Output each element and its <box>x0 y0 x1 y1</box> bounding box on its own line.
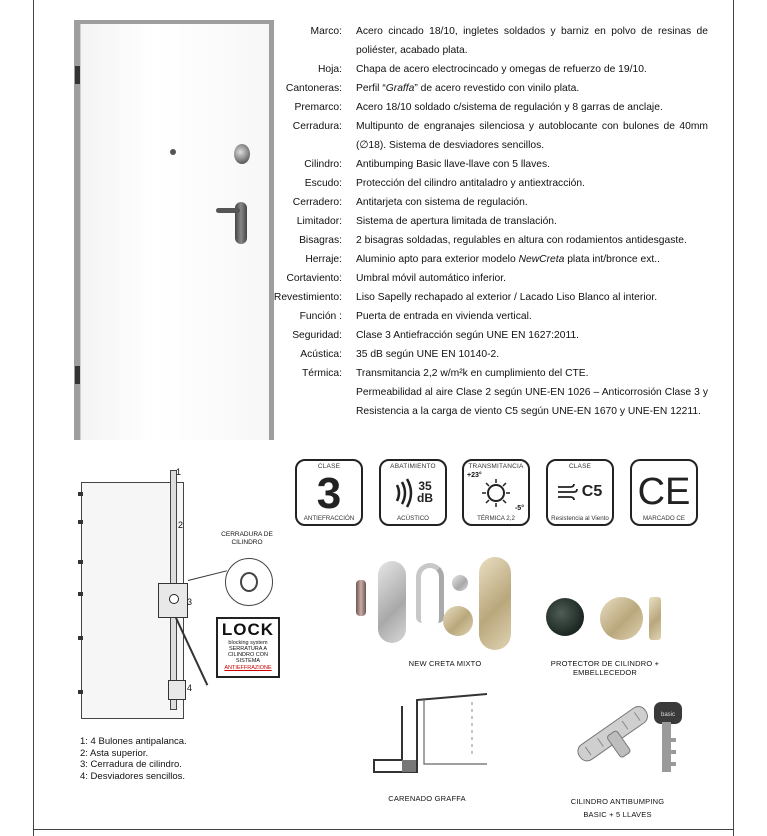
specifications-list <box>258 22 708 421</box>
spec-label: Cortaviento: <box>286 273 342 284</box>
diagram-bolt <box>78 520 83 524</box>
spec-row <box>258 307 708 326</box>
badge-value: 35 dB <box>417 479 433 505</box>
spec-row <box>258 22 708 60</box>
caption-protector <box>545 659 665 677</box>
spec-value: Antitarjeta con sistema de regulación. <box>356 197 528 208</box>
badge-wind <box>546 459 614 526</box>
hardware-gold-rosette <box>443 606 473 636</box>
legend-item: 4: Desviadores sencillos. <box>80 770 186 782</box>
spec-value <box>356 250 708 269</box>
spec-row <box>258 231 708 250</box>
badge-ce-mark <box>630 459 698 526</box>
spec-value: Permeabilidad al aire Clase 2 según UNE-EN 1026 – Anticorrosión Clase 3 y Resistencia a la carga de viento C5 según UNE-EN 1670 y UNE-EN 12211. <box>356 387 708 417</box>
spec-label: Función : <box>299 311 342 322</box>
spec-label: Cerradura: <box>292 121 342 132</box>
spec-label: Hoja: <box>317 64 342 75</box>
temperature-low: -5° <box>514 505 524 512</box>
spec-row <box>258 345 708 364</box>
spec-label: Marco: <box>310 26 342 37</box>
spec-label: Limitador: <box>296 216 342 227</box>
spec-value: Multipunto de engranajes silenciosa y autoblocante con bulones de 40mm (∅18). Sistema de desviadores sencillos. <box>356 121 708 151</box>
ce-mark-icon: CE <box>637 471 691 513</box>
caption-graffa: CARENADO GRAFFA <box>388 794 466 803</box>
spec-value: Acero 18/10 soldado c/sistema de regulación y 8 garras de anclaje. <box>356 102 663 113</box>
sun-snow-icon <box>480 475 516 511</box>
spec-row <box>258 193 708 212</box>
badge-security-class <box>295 459 363 526</box>
spec-label: Escudo: <box>304 178 342 189</box>
spec-label: Térmica: <box>301 368 342 379</box>
spec-label: Cilindro: <box>304 159 342 170</box>
door-cylinder-icon <box>234 144 250 164</box>
caption-new-creta: NEW CRETA MIXTO <box>408 659 482 668</box>
spec-row <box>258 288 708 307</box>
spec-value-italic: NewCreta <box>518 254 565 265</box>
spec-value: Acero cincado 18/10, ingletes soldados y barniz en polvo de resinas de poliéster, acabado plata. <box>356 26 708 56</box>
protector-escutcheon-front <box>600 597 643 640</box>
door-photo <box>74 20 274 440</box>
diagram-number: 4 <box>187 683 193 693</box>
spec-value: Protección del cilindro antitaladro y antiextracción. <box>356 178 585 189</box>
caption-cylinder-line2: BASIC + 5 LLAVES <box>583 810 652 819</box>
spec-value: Clase 3 Antiefracción según UNE EN 1627:2011. <box>356 330 580 341</box>
spec-row <box>258 155 708 174</box>
diagram-cylinder-icon <box>169 594 179 604</box>
spec-row <box>258 250 708 269</box>
spec-row <box>258 79 708 98</box>
door-handle-icon <box>216 208 240 213</box>
spec-row <box>258 60 708 79</box>
spec-value-text: Perfil “ <box>356 83 386 94</box>
graffa-profile-drawing <box>372 692 492 782</box>
key-brand-label: basic <box>660 712 676 718</box>
lock-logo-red-text: ANTIEFFRAZIONE <box>224 665 272 671</box>
cylinder-key-drawing <box>560 692 695 782</box>
hardware-gold-plate <box>479 557 511 650</box>
badge-bottom-label: MARCADO CE <box>643 515 685 522</box>
diagram-bolt <box>78 560 83 564</box>
spec-label: Revestimiento: <box>273 292 342 303</box>
cylinder-detail-icon <box>225 558 273 606</box>
diagram-number: 1 <box>176 467 182 477</box>
spec-row <box>258 364 708 383</box>
lock-blocking-logo <box>216 617 280 678</box>
spec-row <box>258 98 708 117</box>
lock-logo-subtitle: blocking system <box>228 640 268 646</box>
badge-value: C5 <box>581 483 603 500</box>
legend-item: 1: 4 Bulones antipalanca. <box>80 736 187 747</box>
badge-bottom-label: ACÚSTICO <box>397 515 429 522</box>
caption-protector-line1: PROTECTOR DE CILINDRO + <box>550 659 660 668</box>
spec-label <box>258 383 342 421</box>
spec-row <box>258 174 708 193</box>
caption-cylinder <box>555 795 680 821</box>
diagram-legend <box>80 736 187 782</box>
spec-label: Acústica: <box>300 349 342 360</box>
cylinder-lock-title: CERRADURA DE CILINDRO <box>221 531 273 546</box>
diagram-bolt <box>78 592 83 596</box>
badge-value: 3 <box>316 469 342 518</box>
diagram-bolt <box>78 636 83 640</box>
lock-logo-description: SERRATURA A CILINDRO CON SISTEMA <box>227 646 269 664</box>
legend-item: 2: Asta superior. <box>80 747 149 759</box>
diagram-bolt <box>78 690 83 694</box>
badge-top-label: TRANSMITANCIA <box>468 463 524 470</box>
legend-item: 3: Cerradura de cilindro. <box>80 759 182 770</box>
spec-value <box>356 79 708 98</box>
spec-label: Seguridad: <box>292 330 342 341</box>
spec-value: Liso Sapelly rechapado al exterior / Lacado Liso Blanco al interior. <box>356 292 658 303</box>
protector-escutcheon-side <box>649 597 661 640</box>
badge-top-label: ABATIMIENTO <box>390 463 436 470</box>
badge-bottom-label: Resistencia al Viento <box>551 515 609 522</box>
badge-top-label: CLASE <box>568 463 592 470</box>
page-border-right <box>733 0 734 836</box>
spec-row <box>258 117 708 155</box>
spec-value: Puerta de entrada en vivienda vertical. <box>356 311 532 322</box>
spec-row <box>258 269 708 288</box>
spec-row <box>258 326 708 345</box>
spec-value-text: ” de acero revestido con vinilo plata. <box>414 83 580 94</box>
spec-value-text: Aluminio apto para exterior modelo <box>356 254 519 265</box>
spec-value: 35 dB según UNE EN 10140-2. <box>356 349 500 360</box>
spec-label: Cerradero: <box>292 197 342 208</box>
spec-value: Umbral móvil automático inferior. <box>356 273 506 284</box>
hardware-knob <box>452 575 468 591</box>
diagram-bolt <box>78 492 83 496</box>
page-border-left <box>33 0 34 836</box>
cylinder-protector-icon <box>546 598 584 636</box>
diagram-number: 2 <box>178 520 184 530</box>
spec-row <box>258 383 708 421</box>
spec-value: Antibumping Basic llave-llave con 5 llaves. <box>356 159 551 170</box>
peephole-icon <box>170 149 176 155</box>
hardware-pin <box>356 580 366 616</box>
pointer-arrow <box>188 570 227 581</box>
caption-cylinder-line1: CILINDRO ANTIBUMPING <box>570 797 665 806</box>
spec-row <box>258 212 708 231</box>
spec-value: Sistema de apertura limitada de translación. <box>356 216 557 227</box>
page-border-bottom <box>33 829 734 830</box>
spec-value: 2 bisagras soldadas, regulables en altura con rodamientos antidesgaste. <box>356 235 687 246</box>
badge-bottom-label: ANTIEFRACCIÓN <box>303 515 355 522</box>
badge-thermal <box>462 459 530 526</box>
diagram-number: 3 <box>187 597 193 607</box>
temperature-high: +23° <box>467 472 482 479</box>
spec-label: Herraje: <box>305 254 342 265</box>
badge-top-label: CLASE <box>317 463 341 470</box>
hardware-silver-plate <box>378 561 406 643</box>
lock-logo-word: LOCK <box>221 620 275 639</box>
spec-label: Premarco: <box>294 102 342 113</box>
spec-value: Transmitancia 2,2 w/m²k en cumplimiento del CTE. <box>356 368 589 379</box>
badge-bottom-label: TÉRMICA 2,2 <box>477 515 515 522</box>
hinge-bottom <box>75 366 80 384</box>
diagram-bottom-deviator <box>168 680 186 700</box>
spec-value: Chapa de acero electrocincado y omegas de refuerzo de 19/10. <box>356 64 647 75</box>
spec-value-italic: Graffa <box>385 83 415 94</box>
spec-label: Bisagras: <box>299 235 342 246</box>
spec-value-text: plata int/bronce ext.. <box>564 254 660 265</box>
hinge-top <box>75 66 80 84</box>
spec-label: Cantoneras: <box>285 83 342 94</box>
hardware-lever-handle <box>416 563 444 623</box>
caption-protector-line2: EMBELLECEDOR <box>572 668 638 677</box>
badge-acoustic <box>379 459 447 526</box>
